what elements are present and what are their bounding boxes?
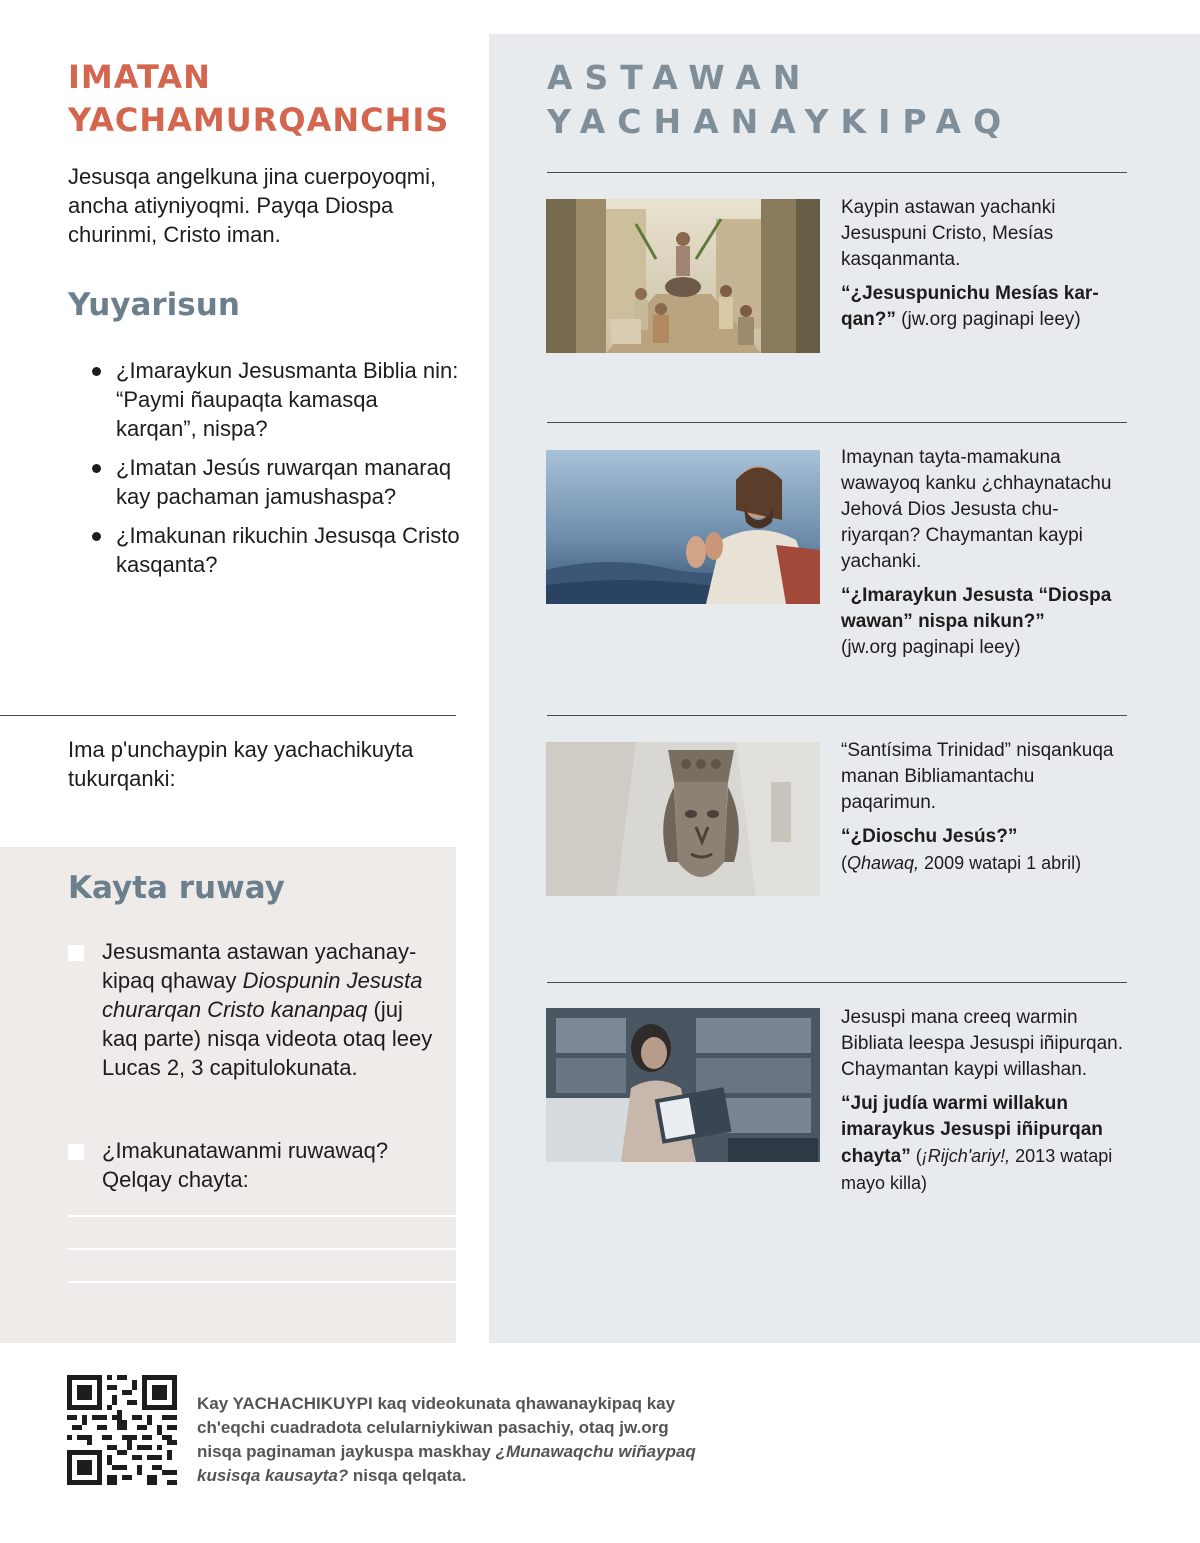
writing-line[interactable] <box>68 1281 456 1283</box>
activity-item-video: Jesusmanta astawan yachanaykipaq qhaway Diospunin Jesusta churarqan Cristo kananpaq (juj kaq parte) nisqa videota otaq leey Lucas 2, 3 capitulokunata. <box>68 937 438 1082</box>
summary-text: Jesusqa angelkuna jina cuerpoyoqmi, ancha atiyniyoqmi. Payqa Diospa churinmi, Cristo iman. <box>68 164 437 247</box>
activity-item-write: ¿Imakunatawanmi ruwawaq? Qelqay chayta: <box>68 1136 438 1194</box>
article-source: (jw.org paginapi leey) <box>895 309 1081 330</box>
article-source: (Qhawaq, 2009 watapi 1 abril) <box>841 853 1082 873</box>
divider <box>547 715 1127 716</box>
lesson-summary-title-line2: YACHAMURQANCHIS <box>68 101 450 139</box>
qr-code-icon[interactable] <box>67 1375 177 1485</box>
article-title-link[interactable]: “¿Jesuspunichu Mesías karqan?” <box>841 283 1099 330</box>
card-son-of-god <box>841 445 1131 661</box>
writing-line[interactable] <box>68 1215 456 1217</box>
activity-box <box>0 847 456 1343</box>
article-title-link[interactable]: “Juj judía warmi willakun imaraykus Jesuspi iñipurqan chayta” <box>841 1093 1103 1167</box>
article-source: (¡Rijch'ariy!, 2013 watapi mayo killa) <box>841 1146 1113 1193</box>
card-description: “Santísima Trinidad” nisqankuqa manan Bibliamantachu paqarimun. <box>841 740 1114 813</box>
divider <box>547 422 1127 423</box>
review-heading: Yuyarisun <box>68 287 240 323</box>
card-jewish-woman <box>841 1005 1131 1197</box>
card-reference[interactable] <box>841 583 1131 661</box>
card-reference[interactable] <box>841 1091 1131 1197</box>
footer-instructions: Kay YACHACHIKUYPI kaq videokunata qhawanaykipaq kay ch'eqchi cuadradota celularniykiwan pasachiy, otaq jw.org nisqa paginaman jaykuspa maskhay ¿Munawaqchu wiñaypaq kusisqa kausayta? nisqa qelqata. <box>197 1394 696 1485</box>
card-description: Imaynan tayta-mamakuna wawayoq kanku ¿chhaynatachu Jehová Dios Jesusta churiyarqan? Chaymantan kaypi yachanki. <box>841 447 1112 572</box>
card-reference[interactable] <box>841 824 1131 877</box>
bullet-icon <box>92 532 101 541</box>
further-study-title <box>547 56 1013 144</box>
completion-date-label: Ima p'unchaypin kay yachachikuyta tukurqanki: <box>68 737 414 791</box>
article-title-link[interactable]: “¿Imaraykun Jesusta “Diospa wawan” nispa nikun?” <box>841 585 1112 632</box>
trinity-sculpture-image[interactable] <box>546 742 820 896</box>
lesson-summary-title <box>68 56 449 142</box>
bullet-icon <box>92 367 101 376</box>
jesus-praying-image[interactable] <box>546 450 820 604</box>
divider <box>547 172 1127 173</box>
card-description: Jesuspi mana creeq warmin Bibliata leespa Jesuspi iñipurqan. Chaymantan kaypi willashan. <box>841 1007 1124 1080</box>
review-question: ¿Imakunan rikuchin Jesusqa Cristo kasqanta? <box>90 521 460 579</box>
writing-line[interactable] <box>68 1248 456 1250</box>
checkbox[interactable] <box>68 1144 84 1160</box>
lesson-summary-title-line1: IMATAN <box>68 58 211 96</box>
review-questions <box>90 356 460 589</box>
review-question: ¿Imaraykun Jesusmanta Biblia nin: “Paymi ñaupaqta kamasqa karqan”, nispa? <box>90 356 460 443</box>
further-study-title-line2: YACHANAYKIPAQ <box>547 102 1014 141</box>
jesus-donkey-procession-image[interactable] <box>546 199 820 353</box>
review-question: ¿Imatan Jesús ruwarqan manaraq kay pachaman jamushaspa? <box>90 453 460 511</box>
divider <box>547 982 1127 983</box>
activity-heading: Kayta ruway <box>68 870 285 906</box>
article-source: (jw.org paginapi leey) <box>841 637 1021 658</box>
bullet-icon <box>92 464 101 473</box>
card-trinity <box>841 738 1131 877</box>
card-reference[interactable] <box>841 281 1131 333</box>
woman-reading-bible-image[interactable] <box>546 1008 820 1162</box>
card-description: Kaypin astawan yachanki Jesuspuni Cristo, Mesías kasqanmanta. <box>841 197 1056 270</box>
further-study-title-line1: ASTAWAN <box>547 58 813 97</box>
divider <box>0 715 456 716</box>
article-title-link[interactable]: “¿Dioschu Jesús?” <box>841 826 1018 847</box>
checkbox[interactable] <box>68 945 84 961</box>
card-messiah <box>841 195 1131 333</box>
